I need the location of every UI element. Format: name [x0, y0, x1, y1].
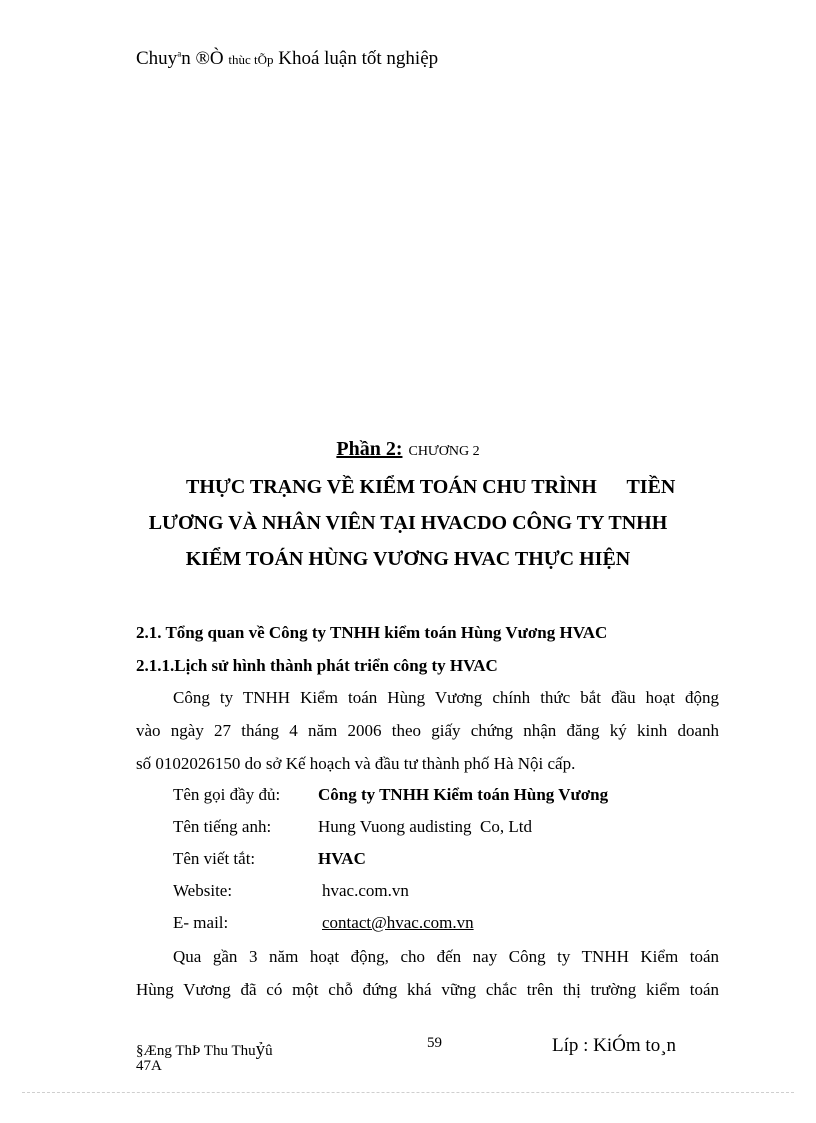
- chapter-title-line-3: KIỂM TOÁN HÙNG VƯƠNG HVAC THỰC HIỆN: [185, 548, 631, 570]
- header-text-a: Chuy: [136, 48, 178, 69]
- footer-author-name: §Æng ThÞ Thu Thu: [136, 1043, 256, 1059]
- header-small-text: thùc tÕp: [228, 52, 274, 67]
- footer-author-tail: û: [265, 1043, 273, 1059]
- page-header: [136, 48, 438, 70]
- header-text-c: Khoá luận tốt nghiệp: [273, 48, 439, 69]
- chapter-title-line-2: LƯƠNG VÀ NHÂN VIÊN TẠI HVACDO CÔNG TY TNHH: [148, 512, 668, 534]
- paragraph-1-line: vào ngày 27 tháng 4 năm 2006 theo giấy chứng nhận đăng ký kinh doanh: [136, 721, 719, 740]
- header-sup: a: [177, 48, 182, 59]
- info-value-website: hvac.com.vn: [322, 881, 409, 900]
- part-heading: [0, 438, 816, 461]
- paragraph-2-line: Qua gần 3 năm hoạt động, cho đến nay Công ty TNHH Kiểm toán: [173, 947, 719, 966]
- info-label-fullname: Tên gọi đầy đủ:: [173, 785, 281, 804]
- paragraph-1: [136, 681, 719, 780]
- footer-author-glyph: ỷ: [255, 1039, 266, 1060]
- info-label-email: E- mail:: [173, 913, 229, 932]
- info-value-abbreviation: HVAC: [318, 849, 366, 868]
- page-number: 59: [427, 1035, 442, 1051]
- info-value-fullname: Công ty TNHH Kiểm toán Hùng Vương: [318, 785, 609, 804]
- info-label-website: Website:: [173, 881, 233, 900]
- part-label: Phần 2:: [336, 438, 403, 460]
- info-label-english-name: Tên tiếng anh:: [173, 817, 272, 836]
- chapter-label: CHƯƠNG 2: [408, 444, 480, 459]
- page-bottom-divider: [22, 1092, 794, 1093]
- paragraph-2-line: Hùng Vương đã có một chỗ đứng khá vững chắc trên thị trường kiểm toán: [136, 980, 719, 999]
- footer-right: Líp : KiÓm to¸n: [552, 1035, 677, 1056]
- section-heading-2-1: 2.1. Tổng quan về Công ty TNHH kiểm toán Hùng Vương HVAC: [136, 623, 608, 642]
- section-heading-2-1-1: 2.1.1.Lịch sử hình thành phát triển công ty HVAC: [136, 656, 498, 675]
- paragraph-1-line: Công ty TNHH Kiểm toán Hùng Vương chính thức bắt đầu hoạt động: [173, 688, 719, 707]
- paragraph-2: [136, 940, 719, 1006]
- chapter-title-line-1: THỰC TRẠNG VỀ KIỂM TOÁN CHU TRÌNH TIỀN: [186, 476, 676, 498]
- header-text-b: n ®Ò: [181, 48, 229, 69]
- info-label-abbreviation: Tên viết tắt:: [173, 849, 256, 868]
- info-value-english-name: Hung Vuong audisting Co, Ltd: [318, 817, 533, 836]
- footer-class: 47A: [136, 1058, 162, 1074]
- info-value-email-link[interactable]: contact@hvac.com.vn: [322, 913, 474, 932]
- paragraph-1-line: số 0102026150 do sở Kế hoạch và đầu tư thành phố Hà Nội cấp.: [136, 754, 576, 773]
